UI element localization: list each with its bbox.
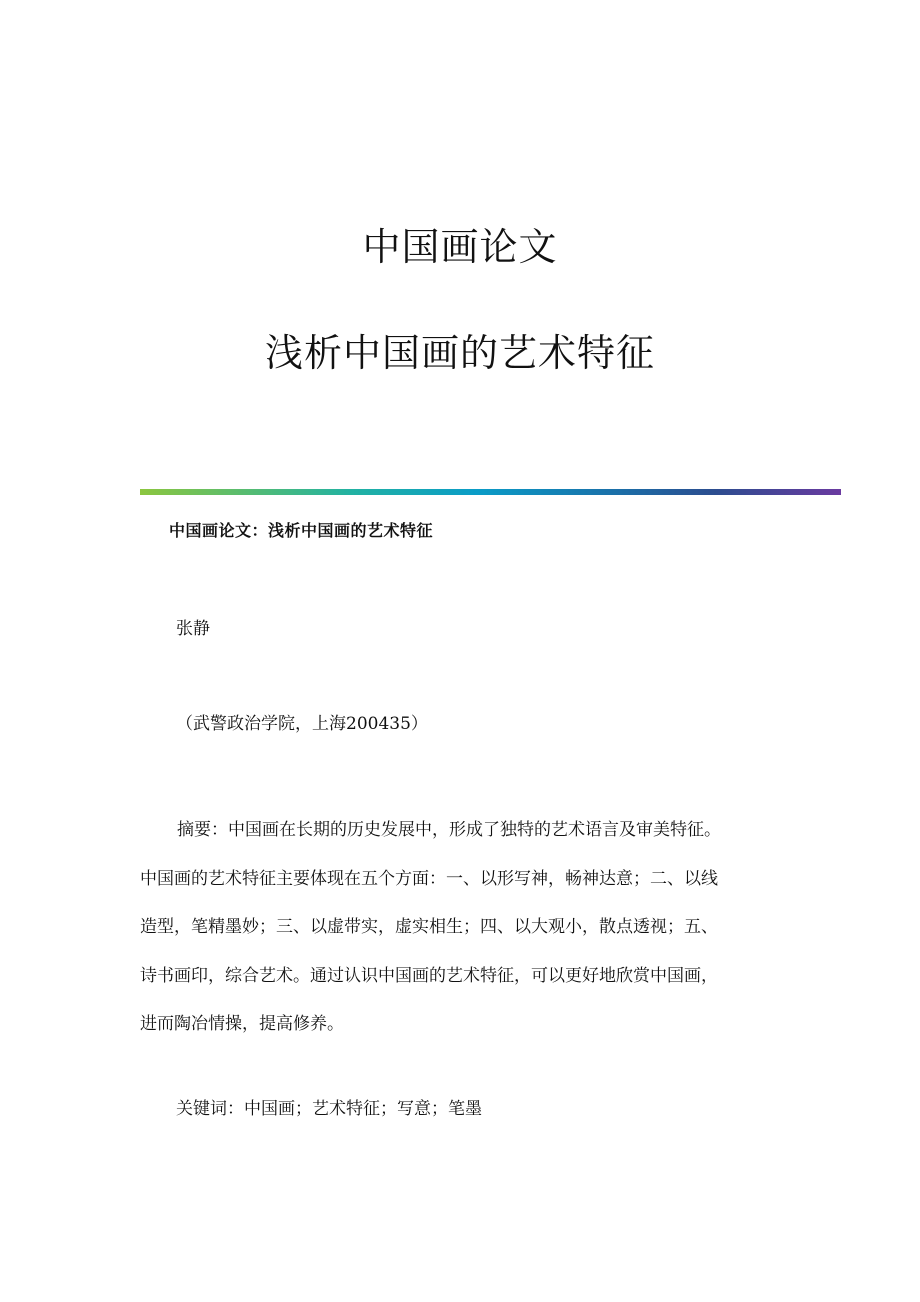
abstract-line: 摘要：中国画在长期的历史发展中，形成了独特的艺术语言及审美特征。 bbox=[177, 820, 721, 840]
author-name: 张静 bbox=[176, 619, 210, 639]
gradient-divider bbox=[140, 489, 841, 495]
abstract-line: 中国画的艺术特征主要体现在五个方面：一、以形写神，畅神达意；二、以线 bbox=[140, 868, 718, 889]
abstract-paragraph bbox=[140, 806, 780, 1049]
keywords: 关键词：中国画；艺术特征；写意；笔墨 bbox=[176, 1099, 482, 1119]
abstract-line: 造型，笔精墨妙；三、以虚带实，虚实相生；四、以大观小，散点透视；五、 bbox=[140, 917, 718, 937]
article-heading: 中国画论文：浅析中国画的艺术特征 bbox=[169, 521, 434, 540]
author-affiliation: （武警政治学院，上海200435） bbox=[176, 714, 428, 734]
abstract-line: 进而陶冶情操，提高修养。 bbox=[140, 1014, 344, 1034]
cover-subtitle: 浅析中国画的艺术特征 bbox=[264, 331, 655, 375]
abstract-line: 诗书画印，综合艺术。通过认识中国画的艺术特征，可以更好地欣赏中国画， bbox=[140, 965, 718, 986]
cover-title: 中国画论文 bbox=[362, 225, 558, 269]
